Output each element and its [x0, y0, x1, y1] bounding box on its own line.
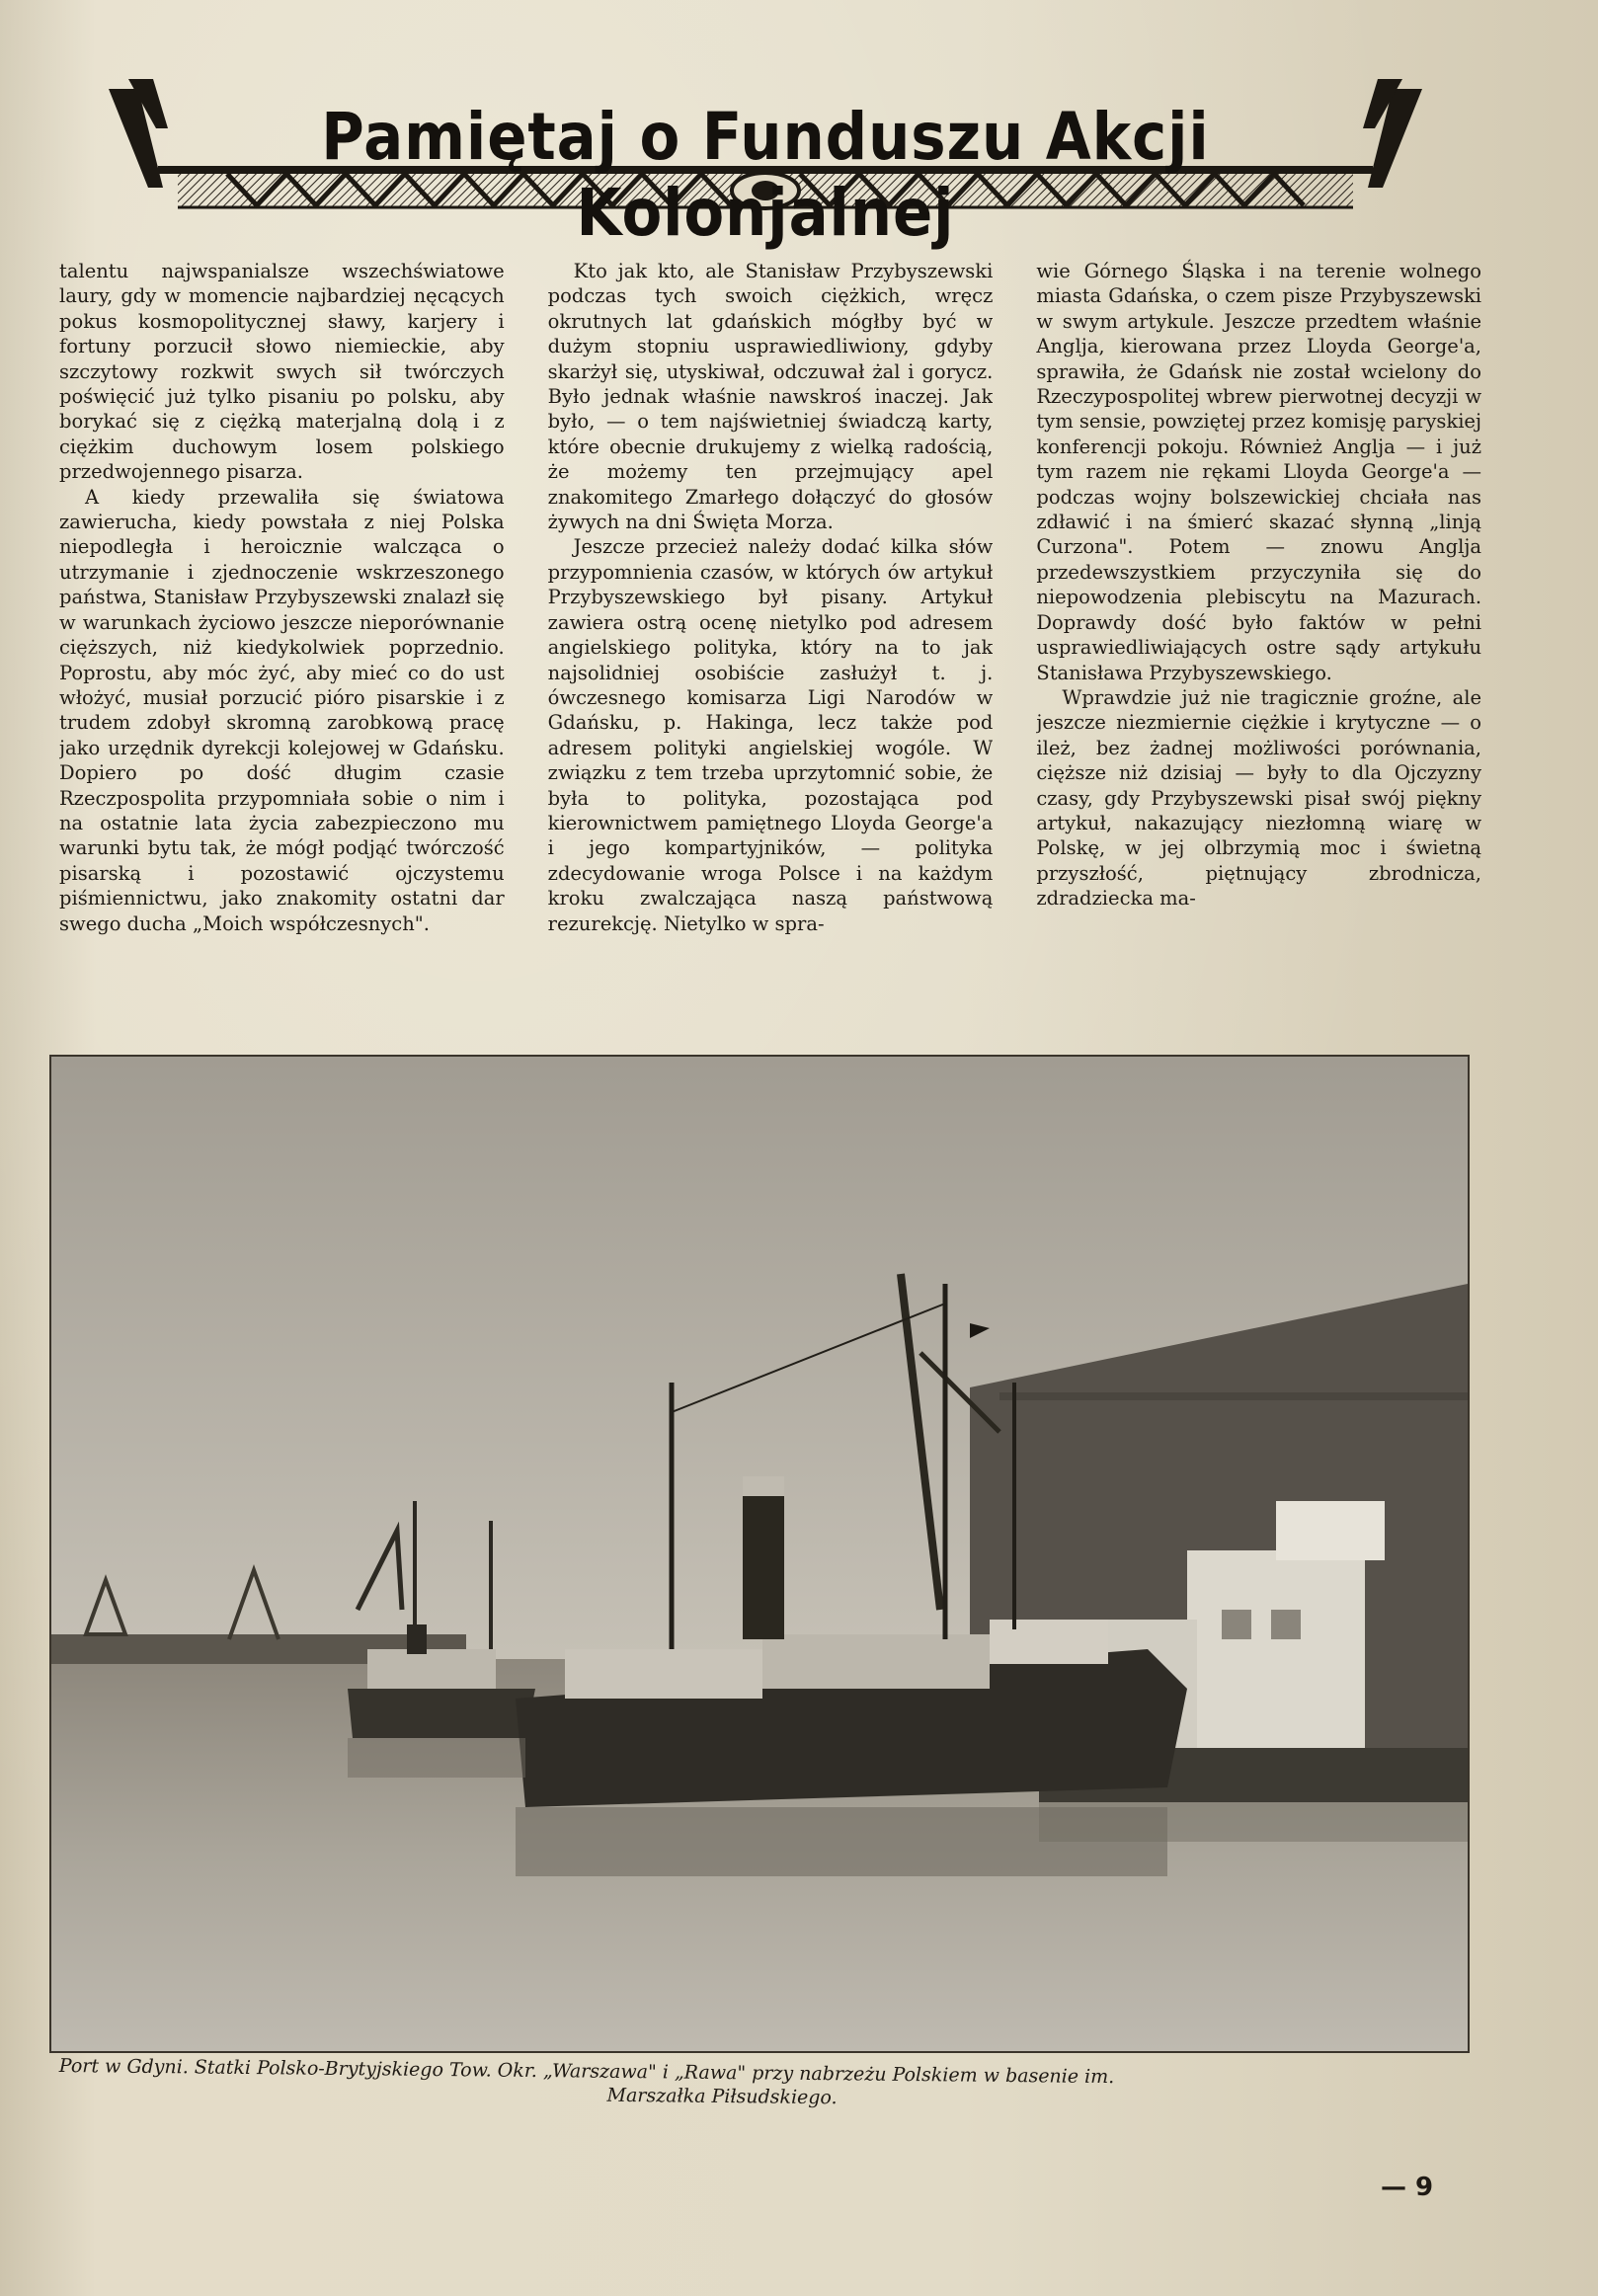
header-banner — [109, 69, 1422, 251]
article-column-3 — [1036, 259, 1481, 1044]
paragraph: wie Górnego Śląska i na terenie wolnego miasta Gdańska, o czem pisze Przybyszewski w swym artykule. Jeszcze przedtem właśnie Anglja, kierowana przez Lloyda George'a, sprawiła, że Gdańsk nie został wcielony do Rzeczypospolitej wbrew pierwotnej decyzji w tym sensie, powziętej przez komisję paryskiej konferencji pokoju. Również Anglja — i już tym razem nie rękami Lloyda George'a — podczas wojny bolszewickiej chciała nas zdławić i na śmierć skazać słynną „linją Curzona". Potem — znowu Anglja przedewszystkiem przyczyniła się do niepowodzenia plebiscytu na Mazurach. Doprawdy dość było faktów w pełni usprawiedliwiających ostre sądy artykułu Stanisława Przybyszewskiego. — [1036, 260, 1482, 684]
port-photograph — [49, 1055, 1470, 2053]
paragraph: Wprawdzie już nie tragicznie groźne, ale jeszcze niezmiernie ciężkie i krytyczne — o ileż, bez żadnej możliwości porównania, cięższe niż dzisiaj — były to dla Ojczyzny czasy, gdy Przybyszewski pisał swój piękny artykuł, nakazujący niezłomną wiarę w Polskę, w jej olbrzymią moc i świetną przyszłość, piętnujący zbrodnicza, zdradziecka ma- — [1036, 685, 1482, 910]
caption-line-2: Marszałka Piłsudskiego. — [606, 2084, 838, 2109]
caption-line-1: Port w Gdyni. Statki Polsko-Brytyjskiego Tow. Okr. „Warszawa" i „Rawa" przy nabrzeżu Polskiem w basenie im. — [58, 2055, 1115, 2089]
article-column-2 — [548, 259, 994, 1044]
page-title: Pamiętaj o Funduszu Akcji Kolonjalnej — [321, 99, 1210, 251]
article-column-1 — [59, 259, 505, 1044]
photo-caption — [58, 2054, 1441, 2116]
paragraph: Kto jak kto, ale Stanisław Przybyszewski podczas tych swoich ciężkich, wręcz okrutnych lat gdańskich mógłby być w dużym stopniu usprawiedliwiony, gdyby skarżył się, utyskiwał, odczuwał żal i gorycz. Było jednak właśnie nawskroś inaczej. Jak było, — o tem najświetniej świadczą karty, które obecnie drukujemy z wielką radością, że możemy ten przejmujący apel znakomitego Zmarłego dołączyć do głosów żywych na dni Święta Morza. — [547, 260, 994, 534]
paragraph: talentu najwspanialsze wszechświatowe laury, gdy w momencie najbardziej nęcących pokus kosmopolitycznej sławy, karjery i fortuny porzucił słowo niemieckie, aby szczytowy rozkwit swych sił twórczych poświęcić już tylko pisaniu po polsku, aby borykać się z ciężką materjalną dolą i z ciężkim duchowym losem polskiego przedwojennego pisarza. — [59, 260, 505, 484]
article-columns — [59, 259, 1481, 1044]
ships-in-port-illustration — [51, 1057, 1468, 2051]
page-number: — 9 — [1381, 2173, 1434, 2202]
paragraph: Jeszcze przecież należy dodać kilka słów przypomnienia czasów, w których ów artykuł Przybyszewskiego był pisany. Artykuł zawiera ostrą ocenę nietylko pod adresem angielskiego polityka, który na to jak najsolidniej osobiście zasłużył t. j. ówczesnego komisarza Ligi Narodów w Gdańsku, p. Hakinga, lecz także pod adresem polityki angielskiej wogóle. W związku z tem trzeba uprzytomnić sobie, że była to polityka, pozostająca pod kierownictwem pamiętnego Lloyda George'a i jego kompartyjników, — polityka zdecydowanie wroga Polsce i na każdym kroku zwalczająca naszą państwową rezurekcję. Nietylko w spra- — [547, 535, 994, 935]
paragraph: A kiedy przewaliła się światowa zawierucha, kiedy powstała z niej Polska niepodległa i heroicznie walcząca o utrzymanie i zjednoczenie wskrzeszonego państwa, Stanisław Przybyszewski znalazł się w warunkach życiowo jeszcze nieporównanie cięższych, niż kiedykolwiek poprzednio. Poprostu, aby móc żyć, aby mieć co do ust włożyć, musiał porzucić pióro pisarskie i z trudem zdobył skromną zarobkową pracę jako urzędnik dyrekcji kolejowej w Gdańsku. Dopiero po dość długim czasie Rzeczpospolita przypomniała sobie o nim i na ostatnie lata życia zabezpieczono mu warunki bytu tak, że mógł podjąć twórczość pisarską i pozostawić ojczystemu piśmiennictwu, jako znakomity ostatni dar swego ducha „Moich współczesnych". — [59, 485, 505, 935]
